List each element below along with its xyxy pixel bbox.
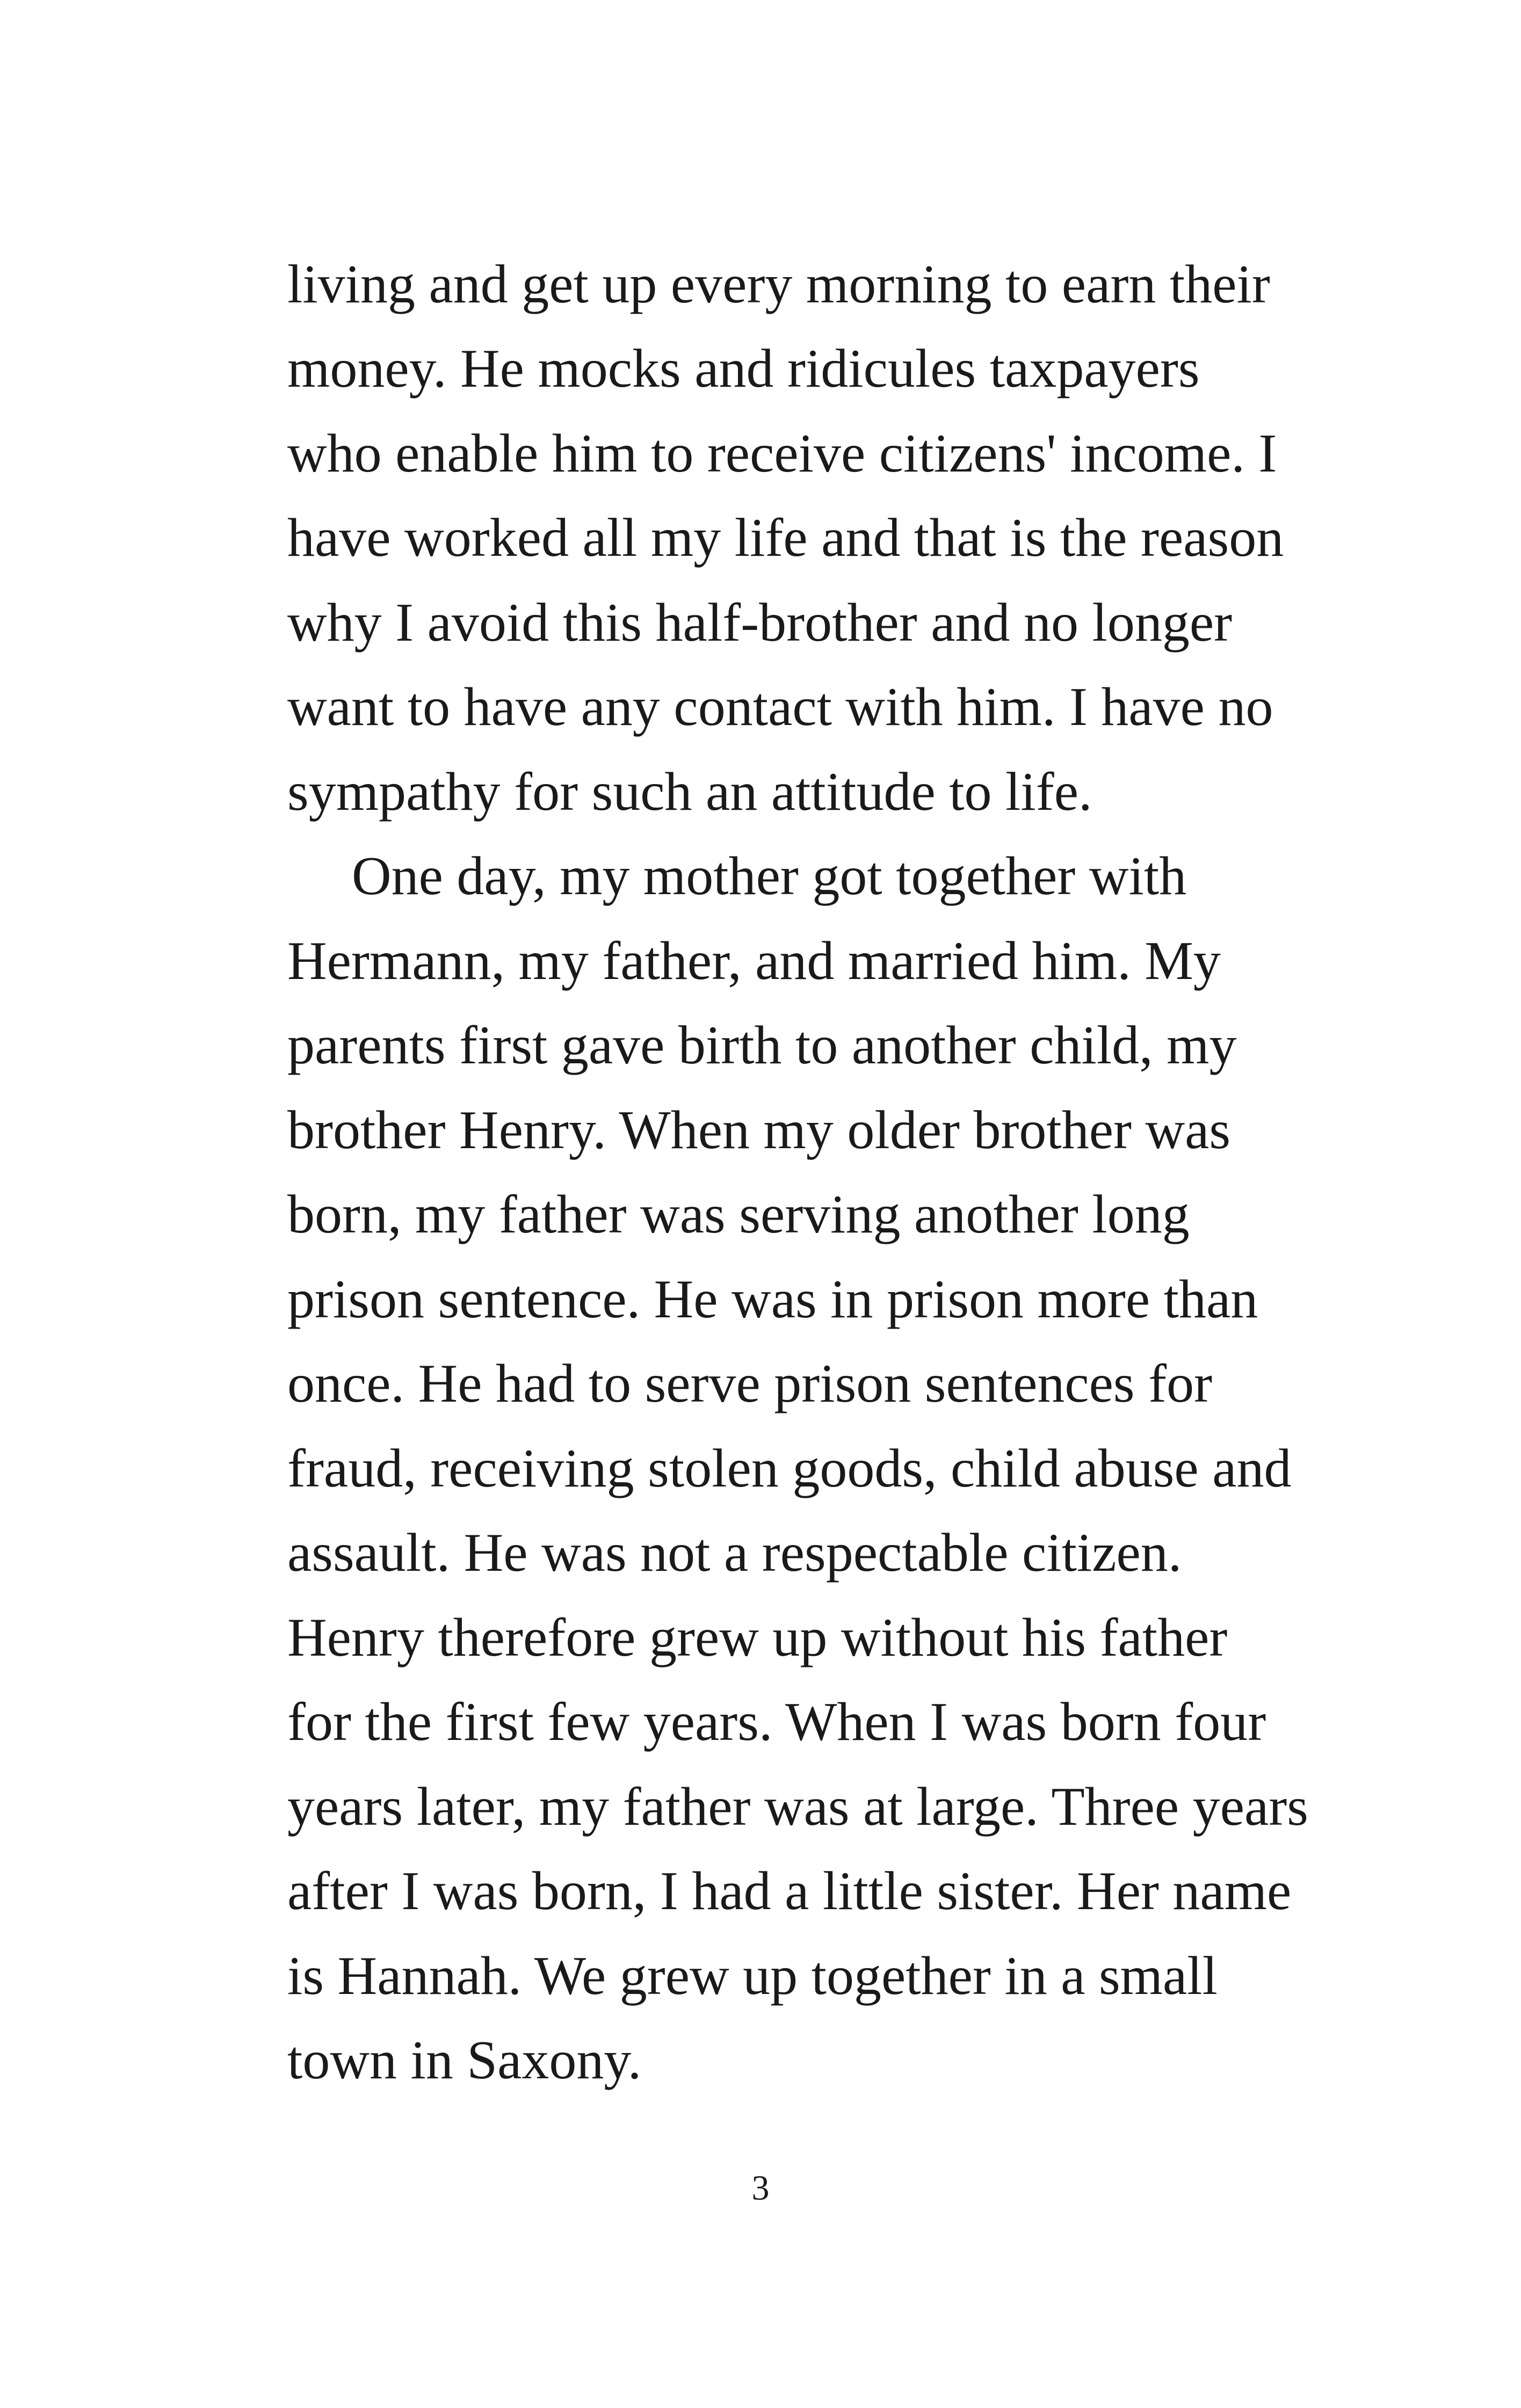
text-line: want to have any contact with him. I have no [287,677,1273,737]
text-line: Hermann, my father, and married him. My [287,931,1221,991]
text-line: why I avoid this half-brother and no longer [287,592,1233,653]
text-line: money. He mocks and ridicules taxpayers [287,338,1200,399]
text-line: living and get up every morning to earn their [287,254,1270,315]
text-line: prison sentence. He was in prison more than [287,1269,1258,1330]
text-line: Henry therefore grew up without his father [287,1607,1228,1668]
text-line: sympathy for such an attitude to life. [287,761,1092,822]
text-line: for the first few years. When I was born four [287,1692,1266,1752]
text-line: fraud, receiving stolen goods, child abuse and [287,1438,1292,1499]
text-line: parents first gave birth to another child, my [287,1015,1237,1076]
text-line: have worked all my life and that is the reason [287,507,1284,568]
text-line: once. He had to serve prison sentences for [287,1353,1213,1414]
text-line: born, my father was serving another long [287,1184,1190,1245]
text-line: after I was born, I had a little sister. Her name [287,1861,1292,1921]
page-number: 3 [751,2168,770,2208]
paragraph-start-line: One day, my mother got together with [352,846,1187,906]
text-line: town in Saxony. [287,2030,642,2091]
text-line: who enable him to receive citizens' income. I [287,423,1277,484]
text-line: assault. He was not a respectable citizen. [287,1522,1182,1583]
text-line: is Hannah. We grew up together in a small [287,1946,1218,2006]
text-line: years later, my father was at large. Three years [287,1776,1308,1837]
text-line: brother Henry. When my older brother was [287,1100,1231,1161]
